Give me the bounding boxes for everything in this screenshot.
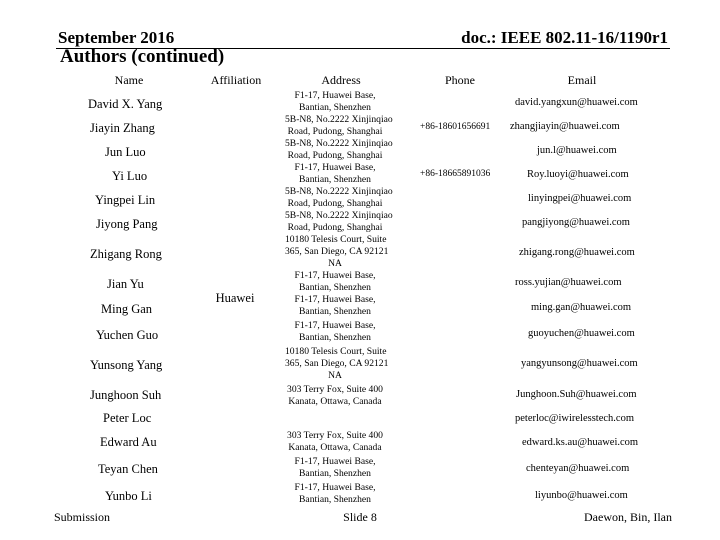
address-line: Road, Pudong, Shanghai: [287, 198, 383, 209]
author-email: Junghoon.Suh@huawei.com: [516, 389, 637, 400]
header-date: September 2016: [58, 28, 175, 47]
col-header-affiliation: Affiliation: [210, 73, 262, 87]
address-line: 5B-N8, No.2222 Xinjinqiao: [285, 138, 393, 149]
author-name: Peter Loc: [103, 411, 152, 425]
author-email: ross.yujian@huawei.com: [515, 277, 622, 288]
address-line: 5B-N8, No.2222 Xinjinqiao: [285, 114, 393, 125]
author-name: Yunsong Yang: [90, 358, 163, 372]
address-line: 303 Terry Fox, Suite 400: [287, 430, 383, 441]
author-email: chenteyan@huawei.com: [526, 463, 630, 474]
address-line: 365, San Diego, CA 92121: [285, 246, 389, 257]
author-name: Jian Yu: [107, 277, 144, 291]
header-doc-id: doc.: IEEE 802.11-16/1190r1: [461, 28, 668, 47]
address-line: Bantian, Shenzhen: [299, 102, 371, 113]
address-line: Bantian, Shenzhen: [299, 468, 371, 479]
col-header-address: Address: [321, 73, 361, 87]
author-email: zhangjiayin@huawei.com: [510, 121, 620, 132]
col-header-name: Name: [114, 73, 144, 87]
author-address: [285, 90, 385, 114]
col-header-email: Email: [567, 73, 597, 87]
author-email: guoyuchen@huawei.com: [528, 328, 635, 339]
author-phone: +86-18665891036: [420, 169, 491, 179]
address-line: Bantian, Shenzhen: [299, 494, 371, 505]
address-line: F1-17, Huawei Base,: [294, 90, 376, 101]
author-address: [285, 384, 385, 408]
address-line: 5B-N8, No.2222 Xinjinqiao: [285, 210, 393, 221]
author-email: ming.gan@huawei.com: [531, 302, 632, 313]
author-email: peterloc@iwirelesstech.com: [515, 413, 634, 424]
address-line: Road, Pudong, Shanghai: [287, 222, 383, 233]
col-header-phone: Phone: [445, 73, 475, 87]
footer-submission: Submission: [54, 510, 111, 524]
author-address: [285, 186, 393, 210]
author-address: [285, 210, 393, 234]
address-line: Bantian, Shenzhen: [299, 306, 371, 317]
author-email: zhigang.rong@huawei.com: [519, 247, 635, 258]
address-line: Bantian, Shenzhen: [299, 282, 371, 293]
address-line: F1-17, Huawei Base,: [294, 456, 376, 467]
address-line: 10180 Telesis Court, Suite: [285, 346, 387, 357]
address-line: 10180 Telesis Court, Suite: [285, 234, 387, 245]
author-name: Yi Luo: [112, 169, 148, 183]
address-line: 303 Terry Fox, Suite 400: [287, 384, 383, 395]
author-address: [285, 482, 385, 506]
address-line: Road, Pudong, Shanghai: [287, 126, 383, 137]
author-name: Jiyong Pang: [96, 217, 158, 231]
author-name: Edward Au: [100, 435, 157, 449]
address-line: NA: [328, 258, 342, 269]
address-line: F1-17, Huawei Base,: [294, 320, 376, 331]
address-line: 365, San Diego, CA 92121: [285, 358, 389, 369]
author-name: Yingpei Lin: [95, 193, 156, 207]
address-line: F1-17, Huawei Base,: [294, 270, 376, 281]
address-line: F1-17, Huawei Base,: [294, 294, 376, 305]
author-email: pangjiyong@huawei.com: [522, 217, 630, 228]
address-line: Bantian, Shenzhen: [299, 174, 371, 185]
author-address: [285, 114, 393, 138]
author-phone: +86-18601656691: [420, 122, 491, 132]
author-email: jun.l@huawei.com: [537, 145, 617, 156]
address-line: Kanata, Ottawa, Canada: [288, 442, 382, 453]
author-address: [285, 320, 385, 344]
author-address: [285, 456, 385, 480]
author-email: liyunbo@huawei.com: [535, 490, 628, 501]
author-email: Roy.luoyi@huawei.com: [527, 169, 629, 180]
address-line: F1-17, Huawei Base,: [294, 162, 376, 173]
author-name: David X. Yang: [88, 97, 163, 111]
author-address: [285, 270, 385, 294]
author-email: yangyunsong@huawei.com: [521, 358, 638, 369]
address-line: 5B-N8, No.2222 Xinjinqiao: [285, 186, 393, 197]
author-name: Ming Gan: [101, 302, 153, 316]
author-email: david.yangxun@huawei.com: [515, 97, 638, 108]
footer-slide-number: Slide 8: [343, 510, 377, 524]
address-line: NA: [328, 370, 342, 381]
author-email: linyingpei@huawei.com: [528, 193, 632, 204]
author-address: [285, 346, 389, 382]
author-name: Zhigang Rong: [90, 247, 162, 261]
author-name: Yunbo Li: [105, 489, 152, 503]
affiliation-huawei: Huawei: [215, 291, 255, 305]
footer-authors: Daewon, Bin, Ilan: [584, 510, 672, 524]
author-address: [285, 162, 385, 186]
author-name: Teyan Chen: [98, 462, 158, 476]
author-name: Yuchen Guo: [96, 328, 159, 342]
address-line: Road, Pudong, Shanghai: [287, 150, 383, 161]
address-line: Kanata, Ottawa, Canada: [288, 396, 382, 407]
author-address: [285, 294, 385, 318]
address-line: F1-17, Huawei Base,: [294, 482, 376, 493]
author-address: [285, 430, 385, 454]
author-email: edward.ks.au@huawei.com: [522, 437, 639, 448]
author-name: Jun Luo: [105, 145, 146, 159]
author-name: Junghoon Suh: [90, 388, 162, 402]
author-name: Jiayin Zhang: [90, 121, 155, 135]
slide-title: Authors (continued): [60, 46, 225, 67]
author-address: [285, 138, 393, 162]
author-address: [285, 234, 389, 270]
address-line: Bantian, Shenzhen: [299, 332, 371, 343]
